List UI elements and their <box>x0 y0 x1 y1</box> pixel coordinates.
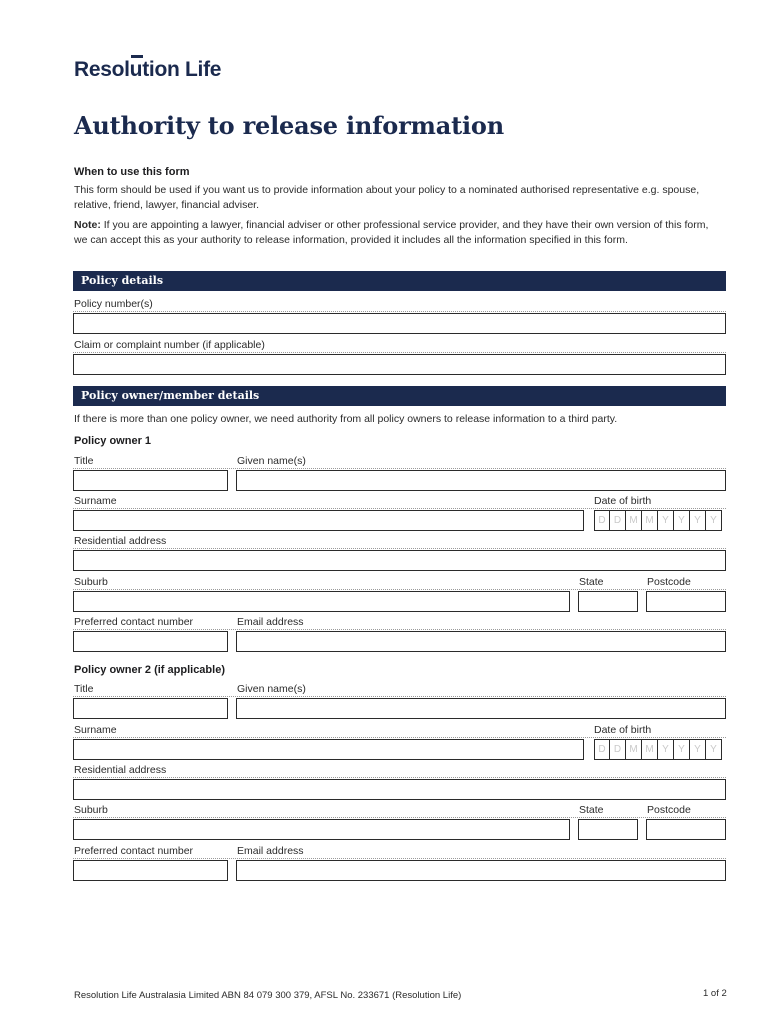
logo-mark-icon <box>131 55 143 58</box>
divider <box>73 468 726 469</box>
divider <box>73 589 726 590</box>
divider <box>73 311 726 312</box>
note-label: Note: <box>74 219 101 231</box>
note-text: If you are appointing a lawyer, financial adviser or other professional service provider, and they have their own version of this form, we can accept this as your authority to release information, provided it includes all the information specified in this form. <box>74 219 709 246</box>
divider <box>73 629 726 630</box>
dob-month-digit[interactable]: M <box>642 739 658 760</box>
owner1-state-label: State <box>579 576 604 588</box>
divider <box>73 696 726 697</box>
owner2-state-input[interactable] <box>578 819 638 840</box>
claim-number-label: Claim or complaint number (if applicable) <box>74 339 265 351</box>
owner2-email-label: Email address <box>237 845 304 857</box>
owner2-postcode-label: Postcode <box>647 804 691 816</box>
owner1-surname-label: Surname <box>74 495 117 507</box>
owner2-phone-label: Preferred contact number <box>74 845 194 857</box>
page-number: 1 of 2 <box>703 988 727 999</box>
owner2-phone-input[interactable] <box>73 860 228 881</box>
footer-company: Resolution Life Australasia Limited ABN 84 079 300 379, AFSL No. 233671 (Resolution Life) <box>74 990 462 1001</box>
owner2-given-label: Given name(s) <box>237 683 306 695</box>
owner1-title-label: Title <box>74 455 94 467</box>
dob-year-digit[interactable]: Y <box>690 510 706 531</box>
dob-day-digit[interactable]: D <box>594 510 610 531</box>
dob-day-digit[interactable]: D <box>610 739 626 760</box>
divider <box>73 817 726 818</box>
owner-intro: If there is more than one policy owner, we need authority from all policy owners to release information to a third party. <box>74 413 618 425</box>
owner2-state-label: State <box>579 804 604 816</box>
owner1-suburb-input[interactable] <box>73 591 570 612</box>
owner1-heading: Policy owner 1 <box>74 435 152 447</box>
owner-details-band: Policy owner/member details <box>73 386 726 406</box>
note-paragraph <box>74 218 714 248</box>
when-to-use-heading: When to use this form <box>74 166 190 178</box>
owner2-heading: Policy owner 2 (if applicable) <box>74 664 225 676</box>
owner1-state-input[interactable] <box>578 591 638 612</box>
dob-year-digit[interactable]: Y <box>706 739 722 760</box>
owner1-given-input[interactable] <box>236 470 726 491</box>
divider <box>73 737 726 738</box>
policy-number-label: Policy number(s) <box>74 298 153 310</box>
owner2-address-input[interactable] <box>73 779 726 800</box>
owner2-dob-label: Date of birth <box>594 724 652 736</box>
policy-number-input[interactable] <box>73 313 726 334</box>
owner2-dob-input[interactable] <box>594 739 722 760</box>
divider <box>73 508 726 509</box>
owner1-email-input[interactable] <box>236 631 726 652</box>
owner1-dob-input[interactable] <box>594 510 722 531</box>
owner2-title-label: Title <box>74 683 94 695</box>
owner2-address-label: Residential address <box>74 764 167 776</box>
owner1-given-label: Given name(s) <box>237 455 306 467</box>
owner1-surname-input[interactable] <box>73 510 584 531</box>
divider <box>73 352 726 353</box>
owner2-title-input[interactable] <box>73 698 228 719</box>
divider <box>73 548 726 549</box>
owner1-email-label: Email address <box>237 616 304 628</box>
logo-text: Resolution Life <box>74 58 222 81</box>
owner2-surname-label: Surname <box>74 724 117 736</box>
owner1-phone-label: Preferred contact number <box>74 616 194 628</box>
claim-number-input[interactable] <box>73 354 726 375</box>
dob-day-digit[interactable]: D <box>594 739 610 760</box>
owner2-suburb-label: Suburb <box>74 804 108 816</box>
owner2-surname-input[interactable] <box>73 739 584 760</box>
page-title: Authority to release information <box>74 111 504 140</box>
resolution-life-logo <box>74 58 221 82</box>
owner1-suburb-label: Suburb <box>74 576 108 588</box>
owner1-address-input[interactable] <box>73 550 726 571</box>
owner1-phone-input[interactable] <box>73 631 228 652</box>
owner1-dob-label: Date of birth <box>594 495 652 507</box>
owner1-postcode-input[interactable] <box>646 591 726 612</box>
owner2-suburb-input[interactable] <box>73 819 570 840</box>
dob-month-digit[interactable]: M <box>642 510 658 531</box>
owner2-postcode-input[interactable] <box>646 819 726 840</box>
divider <box>73 858 726 859</box>
owner1-title-input[interactable] <box>73 470 228 491</box>
divider <box>73 777 726 778</box>
owner1-postcode-label: Postcode <box>647 576 691 588</box>
dob-year-digit[interactable]: Y <box>674 510 690 531</box>
owner2-given-input[interactable] <box>236 698 726 719</box>
owner2-email-input[interactable] <box>236 860 726 881</box>
dob-year-digit[interactable]: Y <box>706 510 722 531</box>
dob-year-digit[interactable]: Y <box>658 739 674 760</box>
owner1-address-label: Residential address <box>74 535 167 547</box>
dob-year-digit[interactable]: Y <box>658 510 674 531</box>
dob-year-digit[interactable]: Y <box>674 739 690 760</box>
dob-month-digit[interactable]: M <box>626 510 642 531</box>
dob-day-digit[interactable]: D <box>610 510 626 531</box>
when-to-use-paragraph: This form should be used if you want us to provide information about your policy to a nominated authorised representative e.g. spouse, relative, friend, lawyer, financial adviser. <box>74 184 700 211</box>
dob-year-digit[interactable]: Y <box>690 739 706 760</box>
policy-details-band: Policy details <box>73 271 726 291</box>
dob-month-digit[interactable]: M <box>626 739 642 760</box>
